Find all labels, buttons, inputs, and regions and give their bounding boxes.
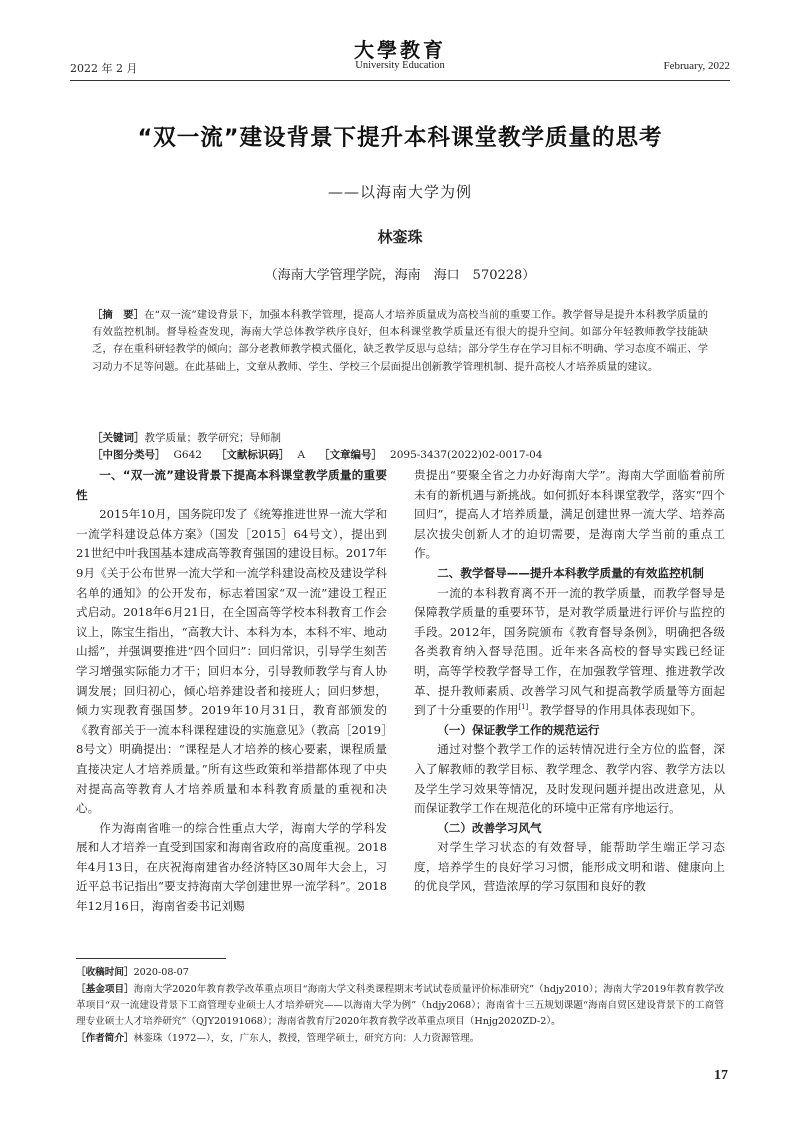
clc-label: ［中图分类号］ bbox=[92, 449, 166, 461]
keywords-text: 教学质量；教学研究；导师制 bbox=[144, 432, 281, 444]
footnotes bbox=[76, 965, 724, 1048]
classification-line bbox=[92, 447, 708, 464]
fund-value: 海南大学2020年教育教学改革重点项目“海南大学文科类课程期末考试试卷质量评价标准研究”（hdjy2010）；海南大学2019年教育教学改革项目“双一流建设背景下工商管理专业硕士人才培养研究——以海南大学为例”（hdjy2068）；海南省十三五规划课题“海南自贸区建设背景下的工商管理专业硕士人才培养研究”（QJY20191068）；海南省教育厅2020年教育教学改革重点项目（Hnjg2020ZD-2）。 bbox=[76, 984, 725, 1027]
subsection-1-paragraph: 通过对整个教学工作的运转情况进行全方位的监督，深入了解教师的教学目标、教学理念、教学内容、教学方法以及学生学习效果等情况，及时发现问题并提出改进意见，从而保证教学工作在规范化的环境中正常有序地运行。 bbox=[414, 742, 725, 816]
section-2-text-b: 。教学督导的作用具体表现如下。 bbox=[528, 703, 703, 718]
header-divider bbox=[70, 80, 730, 81]
subsection-1-heading: （一）保证教学工作的规范运行 bbox=[437, 722, 600, 737]
author-bio-value: 林銮珠（1972—），女，广东人，教授，管理学硕士，研究方向：人力资源管理。 bbox=[133, 1033, 480, 1044]
received-value: 2020-08-07 bbox=[133, 967, 189, 978]
section-1-paragraph-2: 作为海南省唯一的综合性重点大学，海南大学的学科发展和人才培养一直受到国家和海南省政府的高度重视。2018年4月13日，在庆祝海南建省办经济特区30周年大会上，习近平总书记指出“要支持海南大学创建世界一流学科”。2018年12月16日，海南省委书记刘赐 bbox=[76, 820, 387, 914]
keywords-label: ［关键词］ bbox=[92, 432, 145, 444]
clc-value: G642 bbox=[173, 449, 202, 461]
received-label: ［收稿时间］ bbox=[76, 967, 134, 978]
fund-label: ［基金项目］ bbox=[76, 984, 134, 995]
doc-code-label: ［文献标识码］ bbox=[215, 449, 290, 461]
abstract bbox=[92, 307, 708, 376]
author-bio-label: ［作者简介］ bbox=[76, 1033, 134, 1044]
section-1-heading: 一、“双一流”建设背景下提高本科课堂教学质量的重要性 bbox=[76, 468, 387, 502]
doc-code-value: A bbox=[297, 449, 306, 461]
subsection-2-heading: （二）改善学习风气 bbox=[437, 820, 542, 835]
subsection-2-paragraph: 对学生学习状态的有效督导，能帮助学生端正学习态度，培养学生的良好学习习惯，能形成文明和谐、健康向上的优良学风，营造浓厚的学习氛围和良好的教 bbox=[414, 840, 725, 894]
section-2-heading: 二、教学督导——提升本科教学质量的有效监控机制 bbox=[437, 565, 704, 580]
journal-name-en: University Education bbox=[355, 60, 445, 71]
article-no-value: 2095-3437(2022)02-0017-04 bbox=[390, 449, 543, 461]
article-subtitle: ——以海南大学为例 bbox=[327, 183, 472, 201]
section-2-text-a: 一流的本科教育离不开一流的教学质量，而教学督导是保障教学质量的重要环节，是对教学质量进行评价与监控的手段。2012年，国务院颁布《教育督导条例》，明确把各级各类教育纳入督导范围。近年来各高校的督导实践已经证明，高等学校教学督导工作，在加强教学管理、推进教学改革、提升教师素质、改善学习风气和提高教学质量等方面起到了十分重要的作用 bbox=[414, 585, 725, 718]
footnote-received bbox=[76, 965, 724, 981]
journal-logo: 大學教育 bbox=[354, 38, 446, 62]
footnote-author bbox=[76, 1031, 724, 1047]
section-2-paragraph-1 bbox=[414, 584, 725, 721]
page-number: 17 bbox=[714, 1068, 728, 1083]
footnote-fund bbox=[76, 982, 724, 1030]
article-author: 林銮珠 bbox=[377, 228, 423, 246]
footnote-divider bbox=[76, 958, 226, 959]
article-no-label: ［文章编号］ bbox=[319, 449, 383, 461]
issue-date-en: February, 2022 bbox=[663, 60, 730, 72]
section-1-paragraph-2-continued: 贵提出“要聚全省之力办好海南大学”。海南大学面临着前所未有的新机遇与新挑战。如何抓好本科课堂教学，落实“四个回归”，提高人才培养质量，满足创建世界一流大学、培养高层次拔尖创新人才的迫切需要，是海南大学当前的重点工作。 bbox=[414, 468, 725, 561]
issue-date-cn: 2022 年 2 月 bbox=[70, 62, 138, 75]
author-affiliation: （海南大学管理学院，海南 海口 570228） bbox=[264, 268, 536, 283]
body-column-right bbox=[414, 466, 725, 897]
article-title: “双一流”建设背景下提升本科课堂教学质量的思考 bbox=[137, 125, 663, 151]
keywords bbox=[92, 430, 708, 447]
section-1-paragraph-1: 2015年10月，国务院印发了《统筹推进世界一流大学和一流学科建设总体方案》（国发［2015］64号文），提出到21世纪中叶我国基本建成高等教育强国的建设目标。2017年9月《关于公布世界一流大学和一流学科建设高校及建设学科名单的通知》的公开发布，标志着国家“双一流”建设工程正式启动。2018年6月21日，在全国高等学校本科教育工作会议上，陈宝生指出，“高教大计、本科为本，本科不牢、地动山摇”，并强调要推进“四个回归”：回归常识，引导学生刻苦学习增强实际能力才干；回归本分，引导教师教学与育人协调发展；回归初心，倾心培养建设者和接班人；回归梦想，倾力实现教育强国梦。2019年10月31日，教育部颁发的《教育部关于一流本科课程建设的实施意见》（教高［2019］8号文）明确提出：“课程是人才培养的核心要素，课程质量直接决定人才培养质量。”所有这些政策和举措都体现了中央对提高高等教育人才培养质量和本科教育质量的重视和决心。 bbox=[76, 507, 387, 816]
citation-ref: [1] bbox=[518, 703, 529, 712]
page-header bbox=[70, 30, 730, 76]
body-column-left bbox=[76, 466, 387, 917]
abstract-label: ［摘 要］ bbox=[92, 309, 145, 321]
abstract-text: 在“双一流”建设背景下，加强本科教学管理，提高人才培养质量成为高校当前的重要工作。教学督导是提升本科教学质量的有效监控机制。督导检查发现，海南大学总体教学秩序良好，但本科课堂教学质量还有很大的提升空间。如部分年轻教师教学技能缺乏，存在重科研轻教学的倾向；部分老教师教学模式僵化，缺乏教学反思与总结；部分学生存在学习目标不明确、学习态度不端正、学习动力不足等问题。在此基础上，文章从教师、学生、学校三个层面提出创新教学管理机制、提升高校人才培养质量的建议。 bbox=[92, 309, 708, 373]
